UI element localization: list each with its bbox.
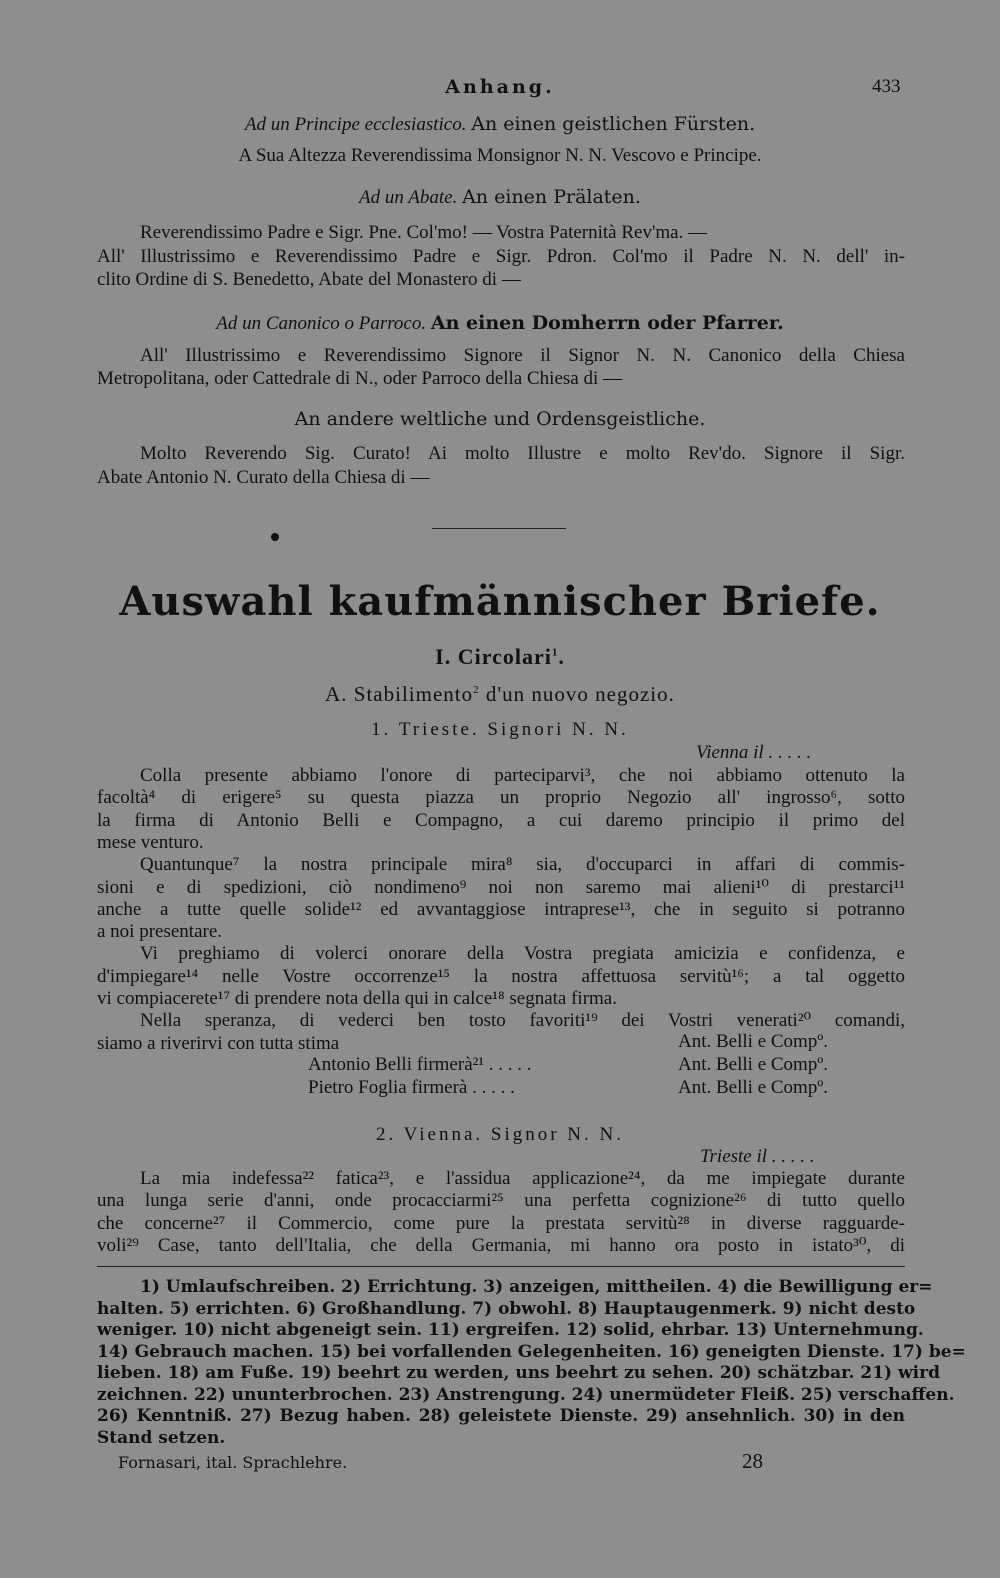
text-line: 1) Umlaufschreiben. 2) Errichtung. 3) anzeigen, mittheilen. 4) die Bewilligung er= [140, 1277, 933, 1297]
text-line: siamo a riverirvi con tutta stima [97, 1032, 340, 1054]
signature: Ant. Belli e Compº. [678, 1077, 828, 1098]
address-line: All' Illustrissimo e Reverendissimo Signore il Signor N. N. Canonico della Chiesa [140, 345, 905, 366]
main-title: Auswahl kaufmännischer Briefe. [119, 578, 881, 625]
text-line: zeichnen. 22) ununterbrochen. 23) Anstrengung. 24) unermüdeter Fleiß. 25) verschaffen. [97, 1384, 955, 1405]
address-line: Abate Antonio N. Curato della Chiesa di — [97, 467, 430, 488]
letter-heading: 2. Vienna. Signor N. N. [376, 1124, 624, 1145]
chapter-title: I. Circolari$^1$. [435, 644, 565, 669]
separator-rule [432, 528, 566, 529]
text-line: Stand setzen. [97, 1427, 226, 1448]
text-line: voli²⁹ Case, tanto dell'Italia, che della Germania, mi hanno ora posto in istato³⁰, di [97, 1234, 905, 1256]
address-line: Molto Reverendo Sig. Curato! Ai molto Illustre e molto Rev'do. Signore il Sigr. [140, 443, 905, 464]
text-line: che concerne²⁷ il Commercio, come pure la prestata servitù²⁸ in diverse ragguarde- [97, 1212, 905, 1234]
letter-heading: 1. Trieste. Signori N. N. [371, 719, 629, 740]
section-heading: Ad un Abate. An einen Prälaten. [359, 186, 641, 208]
text-line: d'impiegare¹⁴ nelle Vostre occorrenze¹⁵ la nostra affettuosa servitù¹⁶; a tal oggetto [97, 965, 905, 987]
letter-place-date: Trieste il . . . . . [700, 1146, 815, 1167]
text-line: Colla presente abbiamo l'onore di parteciparvi³, che noi abbiamo ottenuto la [140, 765, 905, 786]
text-line: Nella speranza, di vederci ben tosto favoriti¹⁹ dei Vostri venerati²⁰ comandi, [140, 1010, 905, 1032]
text-line: Vi preghiamo di volerci onorare della Vostra pregiata amicizia e confidenza, e [140, 943, 905, 965]
text-line: una lunga serie d'anni, onde procacciarmi²⁵ una perfetta cognizione²⁶ di tutto quello [97, 1190, 905, 1212]
text-line: halten. 5) errichten. 6) Großhandlung. 7) obwohl. 8) Hauptaugenmerk. 9) nicht desto [97, 1298, 916, 1319]
text-line: lieben. 18) am Fuße. 19) beehrt zu werden, uns beehrt zu sehen. 20) schätzbar. 21) wird [97, 1363, 940, 1383]
address-line: Reverendissimo Padre e Sigr. Pne. Col'mo! — Vostra Paternità Rev'ma. — [140, 222, 708, 243]
signature: Ant. Belli e Compº. [678, 1031, 828, 1052]
address-line: Metropolitana, oder Cattedrale di N., oder Parroco della Chiesa di — [97, 368, 622, 389]
footnote-rule [97, 1266, 905, 1267]
section-heading: Ad un Canonico o Parroco. An einen Domherrn oder Pfarrer. [216, 312, 784, 334]
running-header: Anhang. [445, 76, 555, 98]
section-heading: Ad un Principe ecclesiastico. An einen geistlichen Fürsten. [244, 113, 756, 135]
signature-mark: 28 [742, 1449, 763, 1473]
text-line: La mia indefessa²² fatica²³, e l'assidua applicazione²⁴, da me impiegate durante [140, 1168, 905, 1189]
signature-note: Antonio Belli firmerà²¹ . . . . . [308, 1054, 532, 1075]
text-line: 14) Gebrauch machen. 15) bei vorfallenden Gelegenheiten. 16) geneigten Dienste. 17) be= [97, 1341, 966, 1362]
letter-place-date: Vienna il . . . . . [696, 742, 812, 763]
subsection-title: A. Stabilimento$^2$ d'un nuovo negozio. [325, 682, 675, 706]
text-line: sioni e di spedizioni, ciò nondimeno⁹ noi non saremo mai alieni¹⁰ di prestarci¹¹ [97, 876, 905, 898]
text-line: 26) Kenntniß. 27) Bezug haben. 28) geleistete Dienste. 29) ansehnlich. 30) in den [97, 1406, 905, 1426]
signature-note: Pietro Foglia firmerà . . . . . [308, 1077, 515, 1098]
text-line: mese venturo. [97, 831, 204, 853]
text-line: vi compiacerete¹⁷ di prendere nota della qui in calce¹⁸ segnata firma. [97, 988, 617, 1009]
section-heading: An andere weltliche und Ordensgeistliche. [294, 408, 706, 430]
text-line: weniger. 10) nicht abgeneigt sein. 11) ergreifen. 12) solid, ehrbar. 13) Unternehmung. [97, 1320, 924, 1340]
address-line: All' Illustrissimo e Reverendissimo Padre e Sigr. Pdron. Col'mo il Padre N. N. dell' in- [97, 246, 905, 267]
signature: Ant. Belli e Compº. [678, 1054, 828, 1075]
address-line: clito Ordine di S. Benedetto, Abate del Monastero di — [97, 269, 521, 290]
page-number: 433 [872, 76, 901, 97]
text-line: anche a tutte quelle solide¹² ed avvantaggiose intraprese¹³, che in seguito si potranno [97, 898, 905, 920]
text-line: facoltà⁴ di erigere⁵ su questa piazza un proprio Negozio all' ingrosso⁶, sotto [97, 787, 905, 809]
footer-left: Fornasari, ital. Sprachlehre. [118, 1453, 348, 1472]
text-line: Quantunque⁷ la nostra principale mira⁸ sia, d'occuparci in affari di commis- [140, 854, 905, 876]
address-line: A Sua Altezza Reverendissima Monsignor N. N. Vescovo e Principe. [238, 145, 762, 166]
text-line: la firma di Antonio Belli e Compagno, a cui daremo principio il primo del [97, 809, 905, 831]
ink-speck [271, 533, 279, 541]
text-line: a noi presentare. [97, 921, 223, 943]
